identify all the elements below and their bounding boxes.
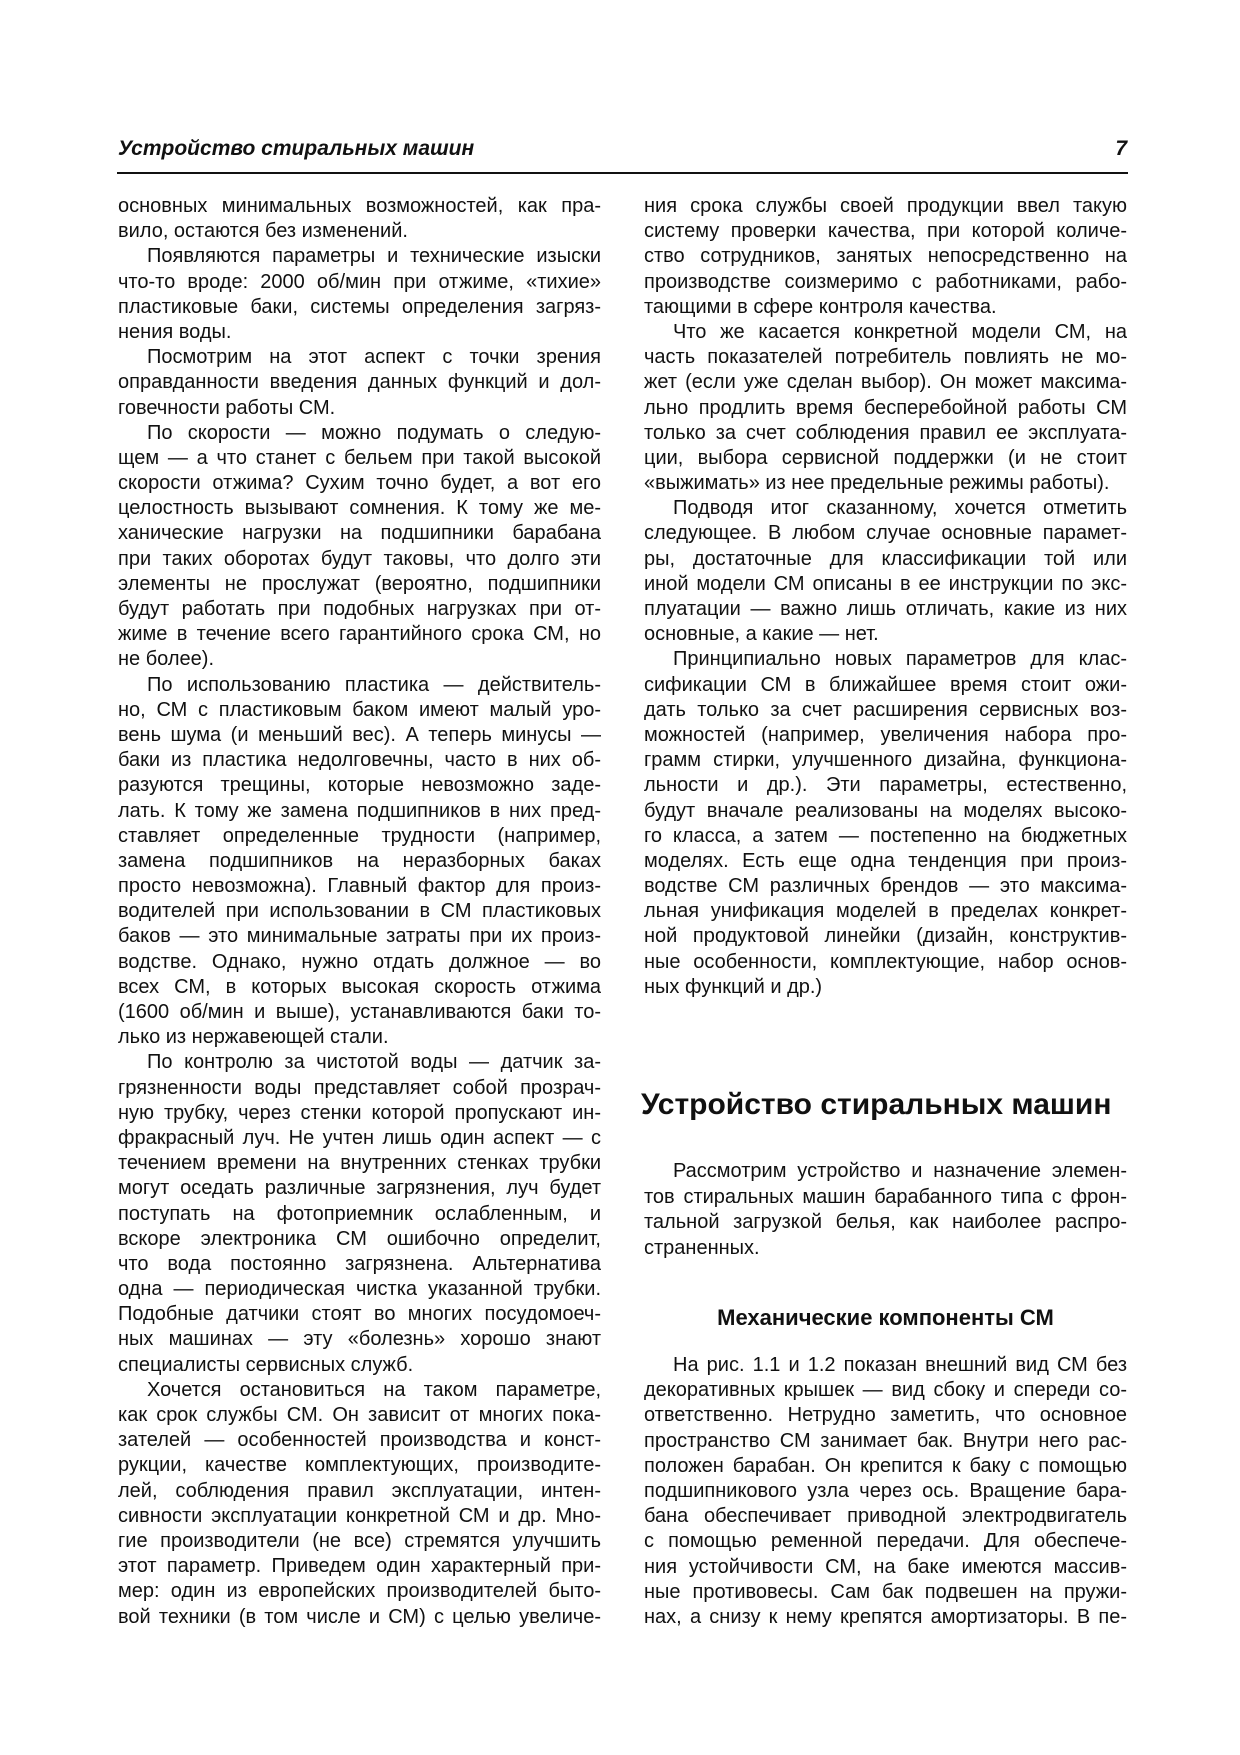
paragraph: [118, 244, 601, 345]
text-line: поступать на фотоприемник ослабленным, и: [118, 1202, 601, 1225]
text-line: лей, соблюдения правил эксплуатации, интен-: [118, 1479, 601, 1502]
text-line: пластиковые баки, системы определения загряз-: [118, 295, 601, 318]
text-line: ную трубку, через стенки которой пропускают ин-: [118, 1101, 601, 1124]
text-line: всех СМ, в которых высокая скорость отжима: [118, 975, 601, 998]
paragraph: [644, 1353, 1127, 1630]
text-line: могут оседать различные загрязнения, луч будет: [118, 1177, 601, 1200]
text-line: грамм стирки, улучшенного дизайна, функциона-: [644, 749, 1127, 772]
text-line: будут работать при подобных нагрузках при от-: [118, 598, 601, 620]
text-line: лько из нержавеющей стали.: [118, 1026, 389, 1049]
paragraph: [644, 496, 1127, 647]
text-line: водстве. Однако, нужно отдать должное — во: [118, 950, 601, 973]
text-line: просто невозможна). Главный фактор для произ-: [118, 875, 601, 898]
text-line: тающими в сфере контроля качества.: [644, 295, 997, 318]
paragraph: [118, 673, 601, 1051]
text-line: По использованию пластика — действитель-: [147, 673, 601, 696]
text-line: сивности эксплуатации конкретной СМ и др. Мно-: [118, 1504, 601, 1527]
text-line: гие производители (не все) стремятся улучшить: [118, 1529, 601, 1552]
text-line: целостность вызывают сомнения. К тому же ме-: [118, 497, 601, 520]
text-line: бана обеспечивает приводной электродвигатель: [644, 1505, 1127, 1528]
paragraph: [644, 320, 1127, 496]
text-line: Что же касается конкретной модели СМ, на: [673, 320, 1127, 343]
text-line: Принципиально новых параметров для клас-: [673, 648, 1127, 671]
text-line: жиме в течение всего гарантийного срока СМ, но: [118, 623, 601, 646]
text-line: что вода постоянно загрязнена. Альтернатива: [118, 1252, 601, 1275]
text-line: но, СМ с пластиковым баком имеют малый уро-: [118, 698, 601, 721]
text-line: пространство СМ занимает бак. Внутри него рас-: [644, 1429, 1127, 1452]
text-line: грязненности воды представляет собой прозрач-: [118, 1076, 601, 1099]
text-line: следующее. В любом случае основные парамет-: [644, 522, 1127, 545]
text-line: специалисты сервисных служб.: [118, 1353, 414, 1376]
text-line: часть показателей потребитель повлиять не мо-: [644, 346, 1127, 369]
left-column: [118, 194, 601, 1630]
text-line: иной модели СМ описаны в ее инструкции по экс-: [644, 572, 1127, 595]
text-line: основных минимальных возможностей, как пра-: [118, 195, 601, 217]
text-line: нения воды.: [118, 320, 232, 343]
text-line: этот параметр. Приведем один характерный при-: [118, 1555, 601, 1578]
text-line: что-то вроде: 2000 об/мин при отжиме, «тихие»: [118, 270, 601, 293]
section-intro: [644, 1159, 1127, 1262]
text-line: Посмотрим на этот аспект с точки зрения: [147, 346, 601, 369]
text-line: жет (если уже сделан выбор). Он может максима-: [644, 371, 1127, 394]
paragraph: [644, 647, 1127, 1000]
text-line: го класса, а затем — постепенно на бюджетных: [644, 824, 1127, 847]
paragraph: [644, 194, 1127, 320]
text-line: можностей (например, увеличения набора про-: [644, 723, 1127, 746]
text-line: ханические нагрузки на подшипники барабана: [118, 522, 601, 545]
subsection-body: [644, 1353, 1127, 1630]
text-line: По контролю за чистотой воды — датчик за-: [147, 1051, 601, 1074]
header-rule: [117, 172, 1128, 174]
text-line: (1600 об/мин и выше), устанавливаются баки то-: [118, 1001, 601, 1023]
text-line: «выжимать» из нее предельные режимы работы).: [644, 472, 1110, 495]
text-line: ния срока службы своей продукции ввел такую: [644, 195, 1127, 217]
text-line: плуатации — важно лишь отличать, какие из них: [644, 598, 1127, 620]
text-line: фракрасный луч. Не учтен лишь один аспект — с: [118, 1126, 601, 1149]
text-line: разуются трещины, которые невозможно заде-: [118, 774, 601, 797]
text-line: баки из пластика недолговечны, часто в них об-: [118, 749, 601, 772]
text-line: сификации СМ в ближайшее время стоит ожи-: [644, 673, 1127, 696]
text-line: производстве соизмеримо с работниками, рабо-: [644, 270, 1127, 293]
text-line: По скорости — можно подумать о следую-: [147, 421, 601, 444]
text-line: одна — периодическая чистка указанной трубки.: [118, 1278, 601, 1301]
text-line: ставляет определенные трудности (например,: [118, 824, 601, 847]
paragraph: [118, 1050, 601, 1377]
text-line: как срок службы СМ. Он зависит от многих пока-: [118, 1404, 601, 1426]
text-line: мер: один из европейских производителей быто-: [118, 1580, 601, 1603]
text-line: На рис. 1.1 и 1.2 показан внешний вид СМ без: [673, 1354, 1127, 1376]
text-line: нах, а снизу к нему крепятся амортизаторы. В пе-: [644, 1605, 1127, 1628]
text-line: основные, а какие — нет.: [644, 623, 879, 646]
text-line: рукции, качестве комплектующих, производите-: [118, 1454, 601, 1477]
text-line: ния устойчивости СМ, на баке имеются массив-: [644, 1555, 1127, 1578]
text-line: ных машинах — эту «болезнь» хорошо знают: [118, 1328, 601, 1351]
text-line: будут вначале реализованы на моделях высоко-: [644, 799, 1127, 822]
text-line: тальной загрузкой белья, как наиболее распро-: [644, 1211, 1127, 1234]
text-line: Подобные датчики стоят во многих посудомоеч-: [118, 1303, 601, 1326]
text-line: декоративных крышек — вид сбоку и спереди со-: [644, 1379, 1127, 1402]
text-line: систему проверки качества, при которой количе-: [644, 220, 1127, 243]
text-line: ры, достаточные для классификации той или: [644, 547, 1127, 570]
text-line: дать только за счет расширения сервисных воз-: [644, 698, 1127, 721]
running-head-title: Устройство стиральных машин: [118, 137, 475, 160]
text-line: тов стиральных машин барабанного типа с фрон-: [644, 1185, 1127, 1208]
text-line: Появляются параметры и технические изыски: [147, 245, 601, 268]
text-line: течением времени на внутренних стенках трубки: [118, 1152, 601, 1175]
paragraph: [118, 1378, 601, 1630]
text-line: скорости отжима? Сухим точно будет, а вот его: [118, 472, 601, 495]
page-number: 7: [1115, 137, 1127, 160]
text-line: лать. К тому же замена подшипников в них пред-: [118, 799, 601, 822]
text-line: вило, остаются без изменений.: [118, 220, 408, 243]
text-line: элементы не прослужат (вероятно, подшипники: [118, 572, 601, 595]
text-line: вой техники (в том числе и СМ) с целью увеличе-: [118, 1605, 601, 1628]
text-line: льности и др.). Эти параметры, естественно,: [644, 774, 1127, 797]
right-column: [644, 194, 1127, 1000]
text-line: только за счет соблюдения правил ее эксплуата-: [644, 421, 1127, 444]
text-line: ции, выбора сервисной поддержки (и не стоит: [644, 446, 1127, 469]
text-line: щем — а что станет с бельем при такой высокой: [118, 446, 601, 469]
text-line: вень шума (и меньший вес). А теперь минусы —: [118, 723, 601, 746]
text-line: зателей — особенностей производства и конст-: [118, 1429, 601, 1452]
text-line: ные особенности, комплектующие, набор основ-: [644, 950, 1127, 973]
paragraph: [118, 194, 601, 244]
text-line: льная унификация моделей в пределах конкрет-: [644, 900, 1127, 923]
text-line: льно продлить время бесперебойной работы СМ: [644, 396, 1127, 419]
text-line: говечности работы СМ.: [118, 396, 336, 419]
paragraph: [118, 345, 601, 421]
text-line: баков — это минимальные затраты при их произ-: [118, 925, 601, 948]
text-line: ответственно. Нетрудно заметить, что основное: [644, 1404, 1127, 1427]
text-line: ные противовесы. Сам бак подвешен на пружи-: [644, 1580, 1127, 1603]
text-line: при таких оборотах будут таковы, что долго эти: [118, 547, 601, 570]
text-line: Хочется остановиться на таком параметре,: [147, 1378, 601, 1401]
text-line: ство сотрудников, занятых непосредственно на: [644, 245, 1127, 268]
text-line: моделях. Есть еще одна тенденция при произ-: [644, 849, 1127, 872]
text-line: водстве СМ различных брендов — это максима-: [644, 875, 1127, 898]
text-line: не более).: [118, 648, 214, 671]
subsection-heading: Механические компоненты СМ: [717, 1305, 1054, 1330]
text-line: вскоре электроника СМ ошибочно определит,: [118, 1227, 601, 1250]
text-line: водителей при использовании в СМ пластиковых: [118, 900, 601, 923]
text-line: с помощью ременной передачи. Для обеспече-: [644, 1530, 1127, 1553]
paragraph: [644, 1159, 1127, 1262]
paragraph: [118, 421, 601, 673]
text-line: замена подшипников на неразборных баках: [118, 849, 601, 872]
text-line: положен барабан. Он крепится к баку с помощью: [644, 1454, 1127, 1477]
text-line: оправданности введения данных функций и дол-: [118, 371, 601, 394]
text-line: ных функций и др.): [644, 975, 823, 998]
text-line: Подводя итог сказанному, хочется отметить: [673, 497, 1127, 520]
text-line: подшипникового узла через ось. Вращение бара-: [644, 1479, 1127, 1502]
text-line: Рассмотрим устройство и назначение элемен-: [673, 1160, 1127, 1182]
text-line: ной продуктовой линейки (дизайн, конструктив-: [644, 925, 1127, 948]
text-line: страненных.: [644, 1237, 760, 1260]
section-heading: Устройство стиральных машин: [641, 1088, 1112, 1121]
